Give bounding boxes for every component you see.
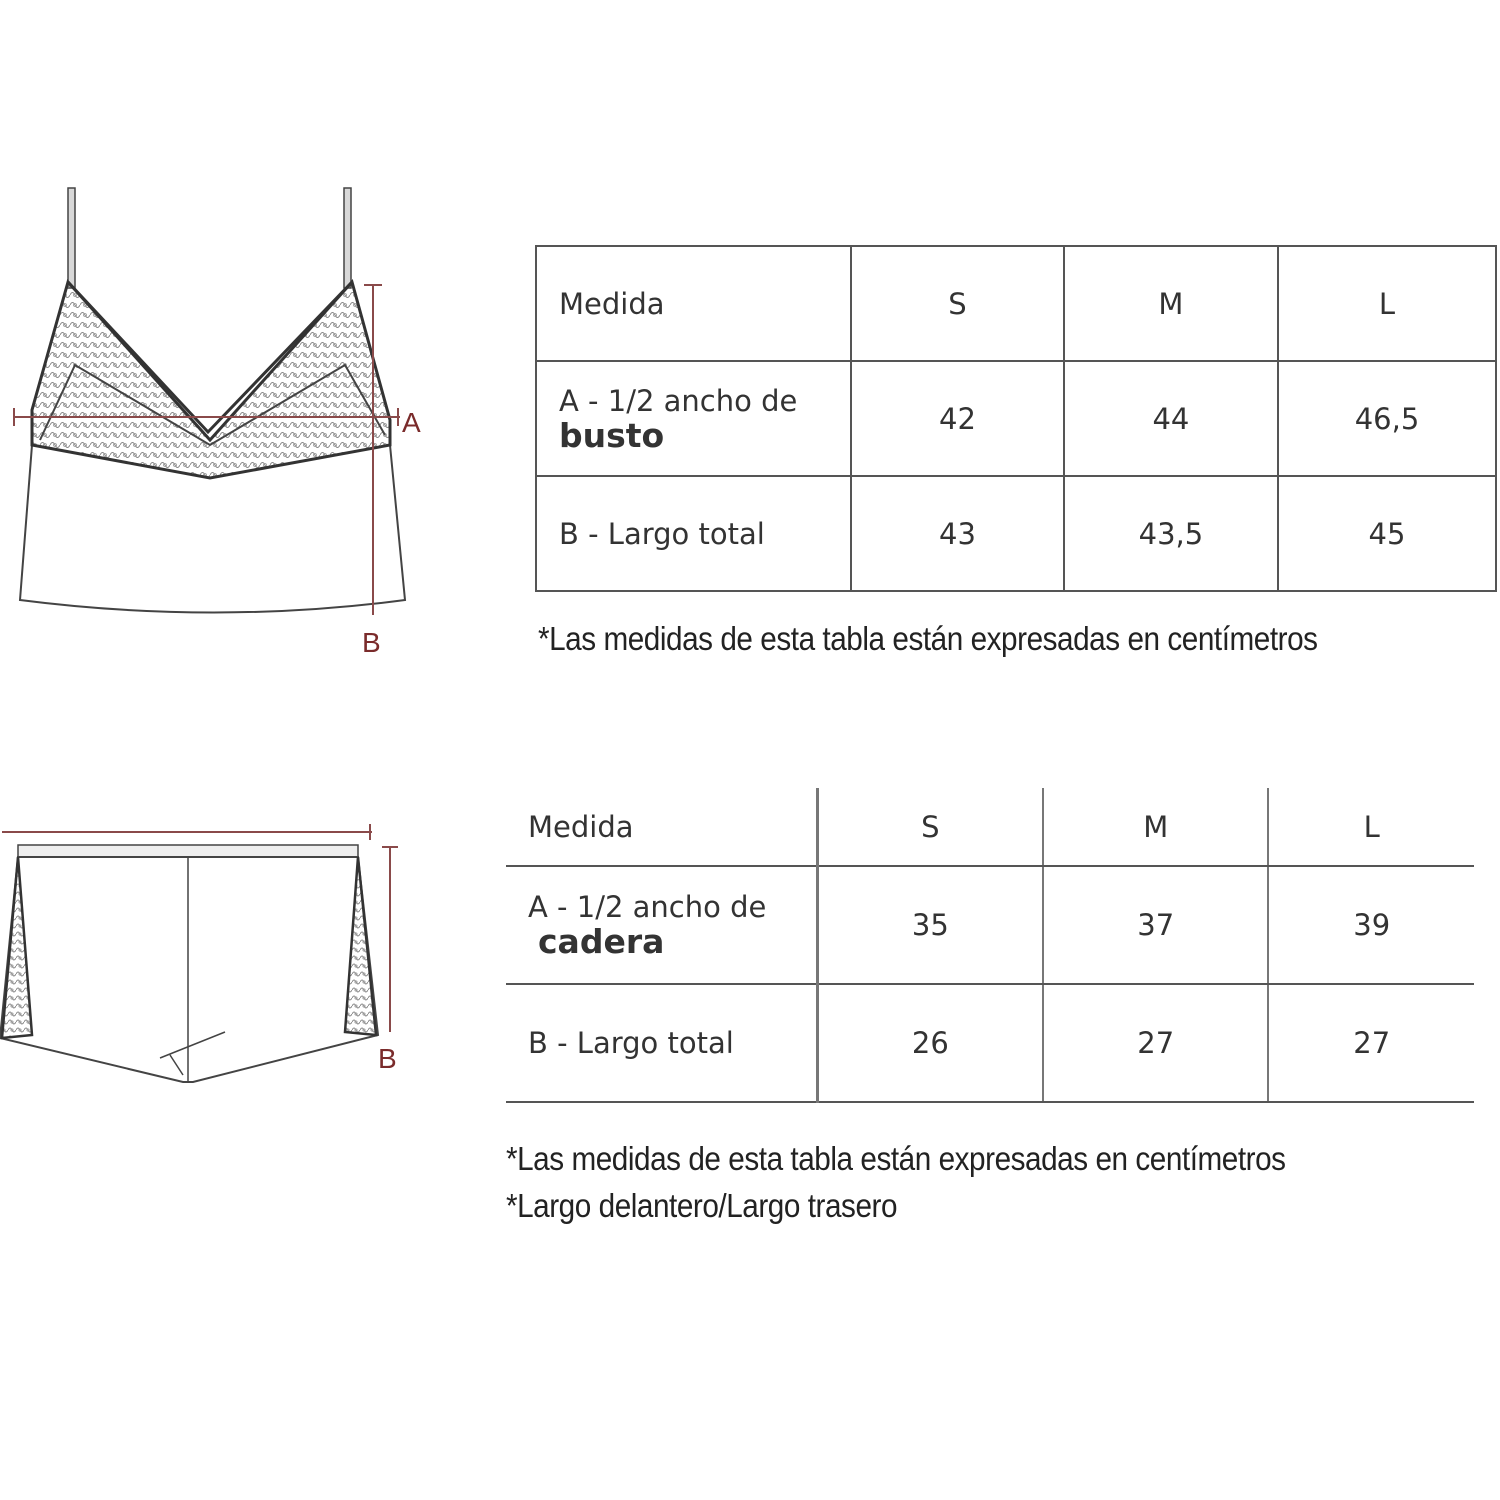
row-label-line2: cadera	[538, 922, 665, 961]
bottom-size-table	[506, 788, 1474, 1103]
cell-l: 46,5	[1278, 361, 1496, 476]
marker-b: B	[378, 1043, 397, 1074]
cell-m: 27	[1043, 984, 1268, 1102]
header-medida: Medida	[536, 246, 851, 361]
top-note: *Las medidas de esta tabla están expresadas en centímetros	[538, 620, 1318, 657]
cell-s: 43	[851, 476, 1064, 591]
cell-l: 27	[1268, 984, 1474, 1102]
row-label-line1: A - 1/2 ancho de	[559, 383, 798, 418]
marker-a: A	[402, 407, 421, 438]
row-label: B - Largo total	[536, 476, 851, 591]
marker-b: B	[362, 627, 381, 658]
camisole-sketch	[0, 170, 440, 670]
cell-m: 37	[1043, 866, 1268, 984]
lace-trim	[32, 282, 390, 478]
row-label-line1: A - 1/2 ancho de	[528, 890, 767, 924]
cell-m: 43,5	[1064, 476, 1278, 591]
strap-right	[344, 188, 351, 288]
strap-left	[68, 188, 75, 288]
cell-l: 45	[1278, 476, 1496, 591]
row-label: B - Largo total	[506, 984, 817, 1102]
header-m: M	[1043, 788, 1268, 866]
cell-s: 26	[817, 984, 1043, 1102]
table-header-row	[536, 246, 1496, 361]
header-s: S	[851, 246, 1064, 361]
row-label	[536, 361, 851, 476]
top-size-table	[535, 245, 1497, 592]
bottom-note-units: *Las medidas de esta tabla están expresadas en centímetros	[506, 1140, 1286, 1177]
cell-m: 44	[1064, 361, 1278, 476]
header-s: S	[817, 788, 1043, 866]
cell-s: 35	[817, 866, 1043, 984]
table-row	[506, 984, 1474, 1102]
table-row	[536, 361, 1496, 476]
table-row	[536, 476, 1496, 591]
header-m: M	[1064, 246, 1278, 361]
header-l: L	[1278, 246, 1496, 361]
cell-l: 39	[1268, 866, 1474, 984]
shorts-sketch	[0, 810, 420, 1110]
table-header-row	[506, 788, 1474, 866]
header-l: L	[1268, 788, 1474, 866]
row-label	[506, 866, 817, 984]
waistband	[18, 845, 358, 857]
header-medida: Medida	[506, 788, 817, 866]
cell-s: 42	[851, 361, 1064, 476]
shorts-body	[0, 857, 378, 1082]
row-label-line2: busto	[559, 415, 665, 455]
bottom-note-length: *Largo delantero/Largo trasero	[506, 1187, 898, 1224]
table-row	[506, 866, 1474, 984]
